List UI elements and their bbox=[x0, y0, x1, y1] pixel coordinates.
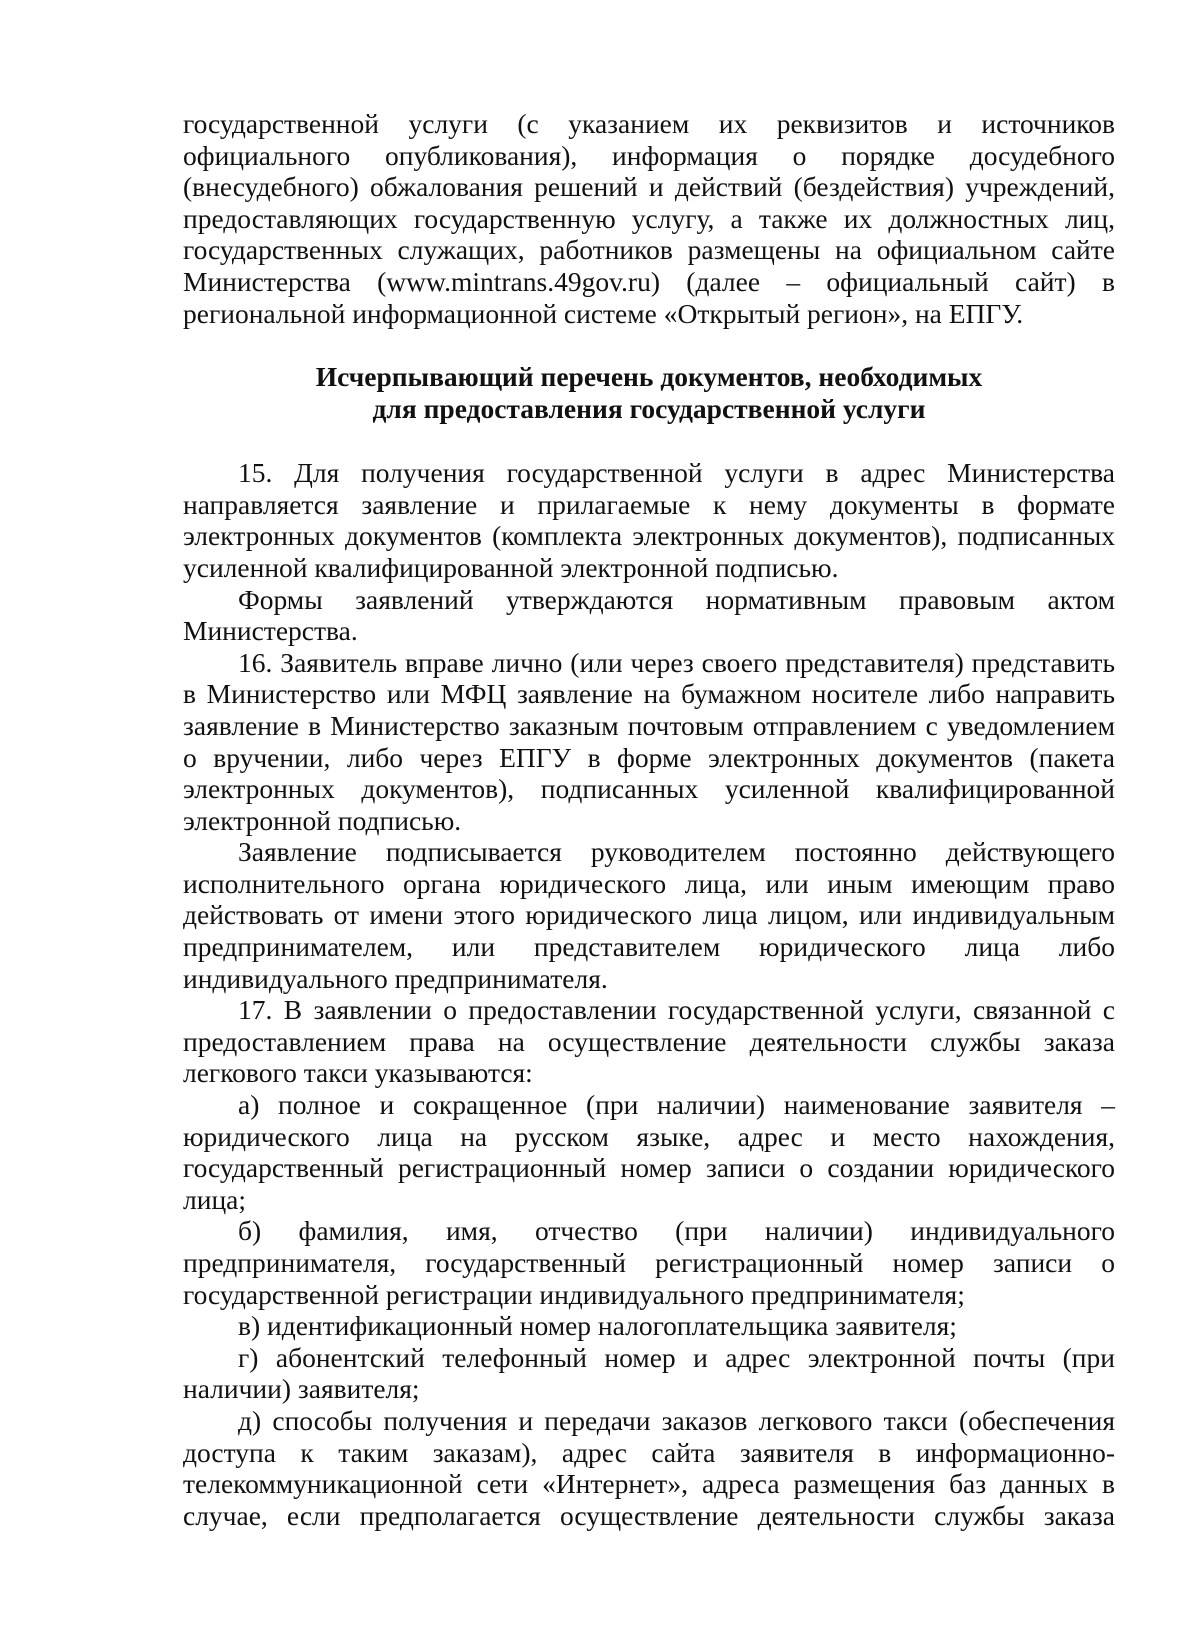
list-item-d: д) способы получения и передачи заказов легкового такси (обеспечения доступа к таким заказам), адрес сайта заявителя в информационно-телекоммуникационной сети «Интернет», адреса размещения баз данных в случае, если предполагается осуществление деятельности службы заказа bbox=[183, 1404, 1115, 1531]
paragraph-15: 15. Для получения государственной услуги в адрес Министерства направляется заявление и прилагаемые к нему документы в формате электронных документов (комплекта электронных документов), подписанных усиленной квалифицированной электронной подписью. bbox=[183, 457, 1115, 583]
section-heading bbox=[183, 361, 1115, 425]
section-heading-line-1: Исчерпывающий перечень документов, необходимых bbox=[315, 361, 983, 393]
section-heading-line-2: для предоставления государственной услуги bbox=[372, 393, 926, 425]
paragraph-signature: Заявление подписывается руководителем постоянно действующего исполнительного органа юридического лица, или иным имеющим право действовать от имени этого юридического лица лицом, или индивидуальным предпринимателем, или представителем юридического лица либо индивидуального предпринимателя. bbox=[183, 836, 1115, 994]
list-item-g: г) абонентский телефонный номер и адрес электронной почты (при наличии) заявителя; bbox=[183, 1341, 1115, 1405]
paragraph-17: 17. В заявлении о предоставлении государственной услуги, связанной с предоставлением права на осуществление деятельности службы заказа легкового такси указываются: bbox=[183, 994, 1115, 1089]
paragraph-16: 16. Заявитель вправе лично (или через своего представителя) представить в Министерство или МФЦ заявление на бумажном носителе либо направить заявление в Министерство заказным почтовым отправлением с уведомлением о вручении, либо через ЕПГУ в форме электронных документов (пакета электронных документов), подписанных усиленной квалифицированной электронной подписью. bbox=[183, 646, 1115, 836]
paragraph-forms: Формы заявлений утверждаются нормативным правовым актом Министерства. bbox=[183, 583, 1115, 647]
intro-paragraph: государственной услуги (с указанием их реквизитов и источников официального опубликования), информация о порядке досудебного (внесудебного) обжалования решений и действий (бездействия) учреждений, предоставляющих государственную услугу, а также их должностных лиц, государственных служащих, работников размещены на официальном сайте Министерства (www.mintrans.49gov.ru) (далее – официальный сайт) в региональной информационной системе «Открытый регион», на ЕПГУ. bbox=[183, 108, 1115, 329]
list-item-a: а) полное и сокращенное (при наличии) наименование заявителя – юридического лица на русском языке, адрес и место нахождения, государственный регистрационный номер записи о создании юридического лица; bbox=[183, 1089, 1115, 1215]
list-item-v: в) идентификационный номер налогоплательщика заявителя; bbox=[238, 1310, 957, 1342]
list-item-b: б) фамилия, имя, отчество (при наличии) индивидуального предпринимателя, государственный регистрационный номер записи о государственной регистрации индивидуального предпринимателя; bbox=[183, 1215, 1115, 1310]
document-page bbox=[183, 108, 1115, 1531]
